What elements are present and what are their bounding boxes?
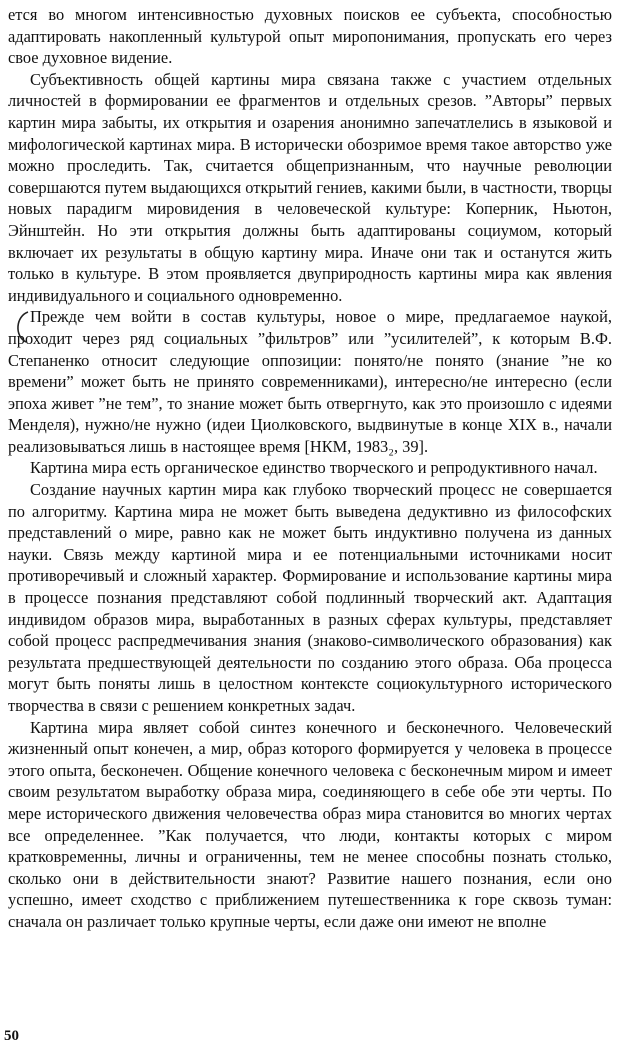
paragraph-continuation: ется во многом интенсивностью духовных поисков ее субъекта, способностью адаптировать накопленный культурой опыт миропонимания, пропускать его через свое духовное видение. xyxy=(8,5,612,68)
paragraph-subjectivity: Субъективность общей картины мира связана также с участием отдельных личностей в формировании ее фрагментов и отдельных срезов. ”Авторы” первых картин мира забыты, их открытия и озарения анонимно запечатлелись в языковой и мифологической картинах мира. В исторически обозримое время такое авторство уже можно проследить. Так, считается общепризнанным, что научные революции совершаются путем выдающихся открытий гениев, какими были, в частности, творцы новых парадигм мировидения в человеческой культуре: Коперник, Ньютон, Эйнштейн. Но эти открытия должны быть адаптированы социумом, который включает их результаты в общую картину мира. Иначе они так и останутся жить только в культуре. В этом проявляется двуприродность картины мира как явления индивидуального и социального одновременно. xyxy=(8,69,612,305)
paragraph-creative-process: Создание научных картин мира как глубоко творческий процесс не совершается по алгоритму. Картина мира не может быть выведена дедуктивно из философских представлений о мире, равно как не может быть индуктивно получена из данных науки. Связь между картиной мира и ее потенциальными источниками носит противоречивый и сложный характер. Формирование и использование картины мира в процессе познания представляют собой подлинный творческий акт. Адаптация индивидом образов мира, выработанных в разных сферах культуры, представляет собой процесс распредмечивания знания (знаково-символического образования) как результата предшествующей деятельности по созданию этого образа. Оба процесса могут быть поняты лишь в целостном контексте социокультурного исторического творчества в связи с решением конкретных задач. xyxy=(8,480,612,715)
paragraph-unity-thesis: Картина мира есть органическое единство творческого и репродуктивного начал. xyxy=(30,458,598,478)
page-number: 50 xyxy=(4,1028,19,1044)
handwritten-bracket-mark xyxy=(12,310,32,344)
paragraph-finite-infinite: Картина мира являет собой синтез конечного и бесконечного. Человеческий жизненный опыт конечен, а мир, образ которого формируется у человека в процессе этого опыта, бесконечен. Общение конечного человека с бесконечным миром и имеет своим результатом выработку образа мира, соединяющего в себе обе эти черты. По мере исторического движения человечества образ мира становится во многих чертах все определеннее. ”Как получается, что люди, контакты которых с миром кратковременны, личны и ограниченны, тем не менее способны познать столько, сколько они в действительности знают? Развитие нашего познания, если оно успешно, имеет сходство с приближением путешественника к горе сквозь туман: сначала он различает только крупные черты, если даже они имеют не вполне xyxy=(8,717,612,931)
paragraph-social-filters: Прежде чем войти в состав культуры, новое о мире, предлагаемое наукой, проходит через ряд социальных ”фильтров” или ”усилителей”, к которым В.Ф. Степаненко относит следующие оппозиции: понято/не понято (знание ”не ко времени” может быть не принято современниками), интересно/не интересно (если эпоха живет ”не тем”, то знание может быть отвергнуто, как это произошло с идеями Менделя), нужно/не нужно (идеи Циолковского, выдвинутые в конце XIX в., начали реализовываться лишь в настоящее время [НКМ, 1983₂, 39]. xyxy=(8,307,612,456)
